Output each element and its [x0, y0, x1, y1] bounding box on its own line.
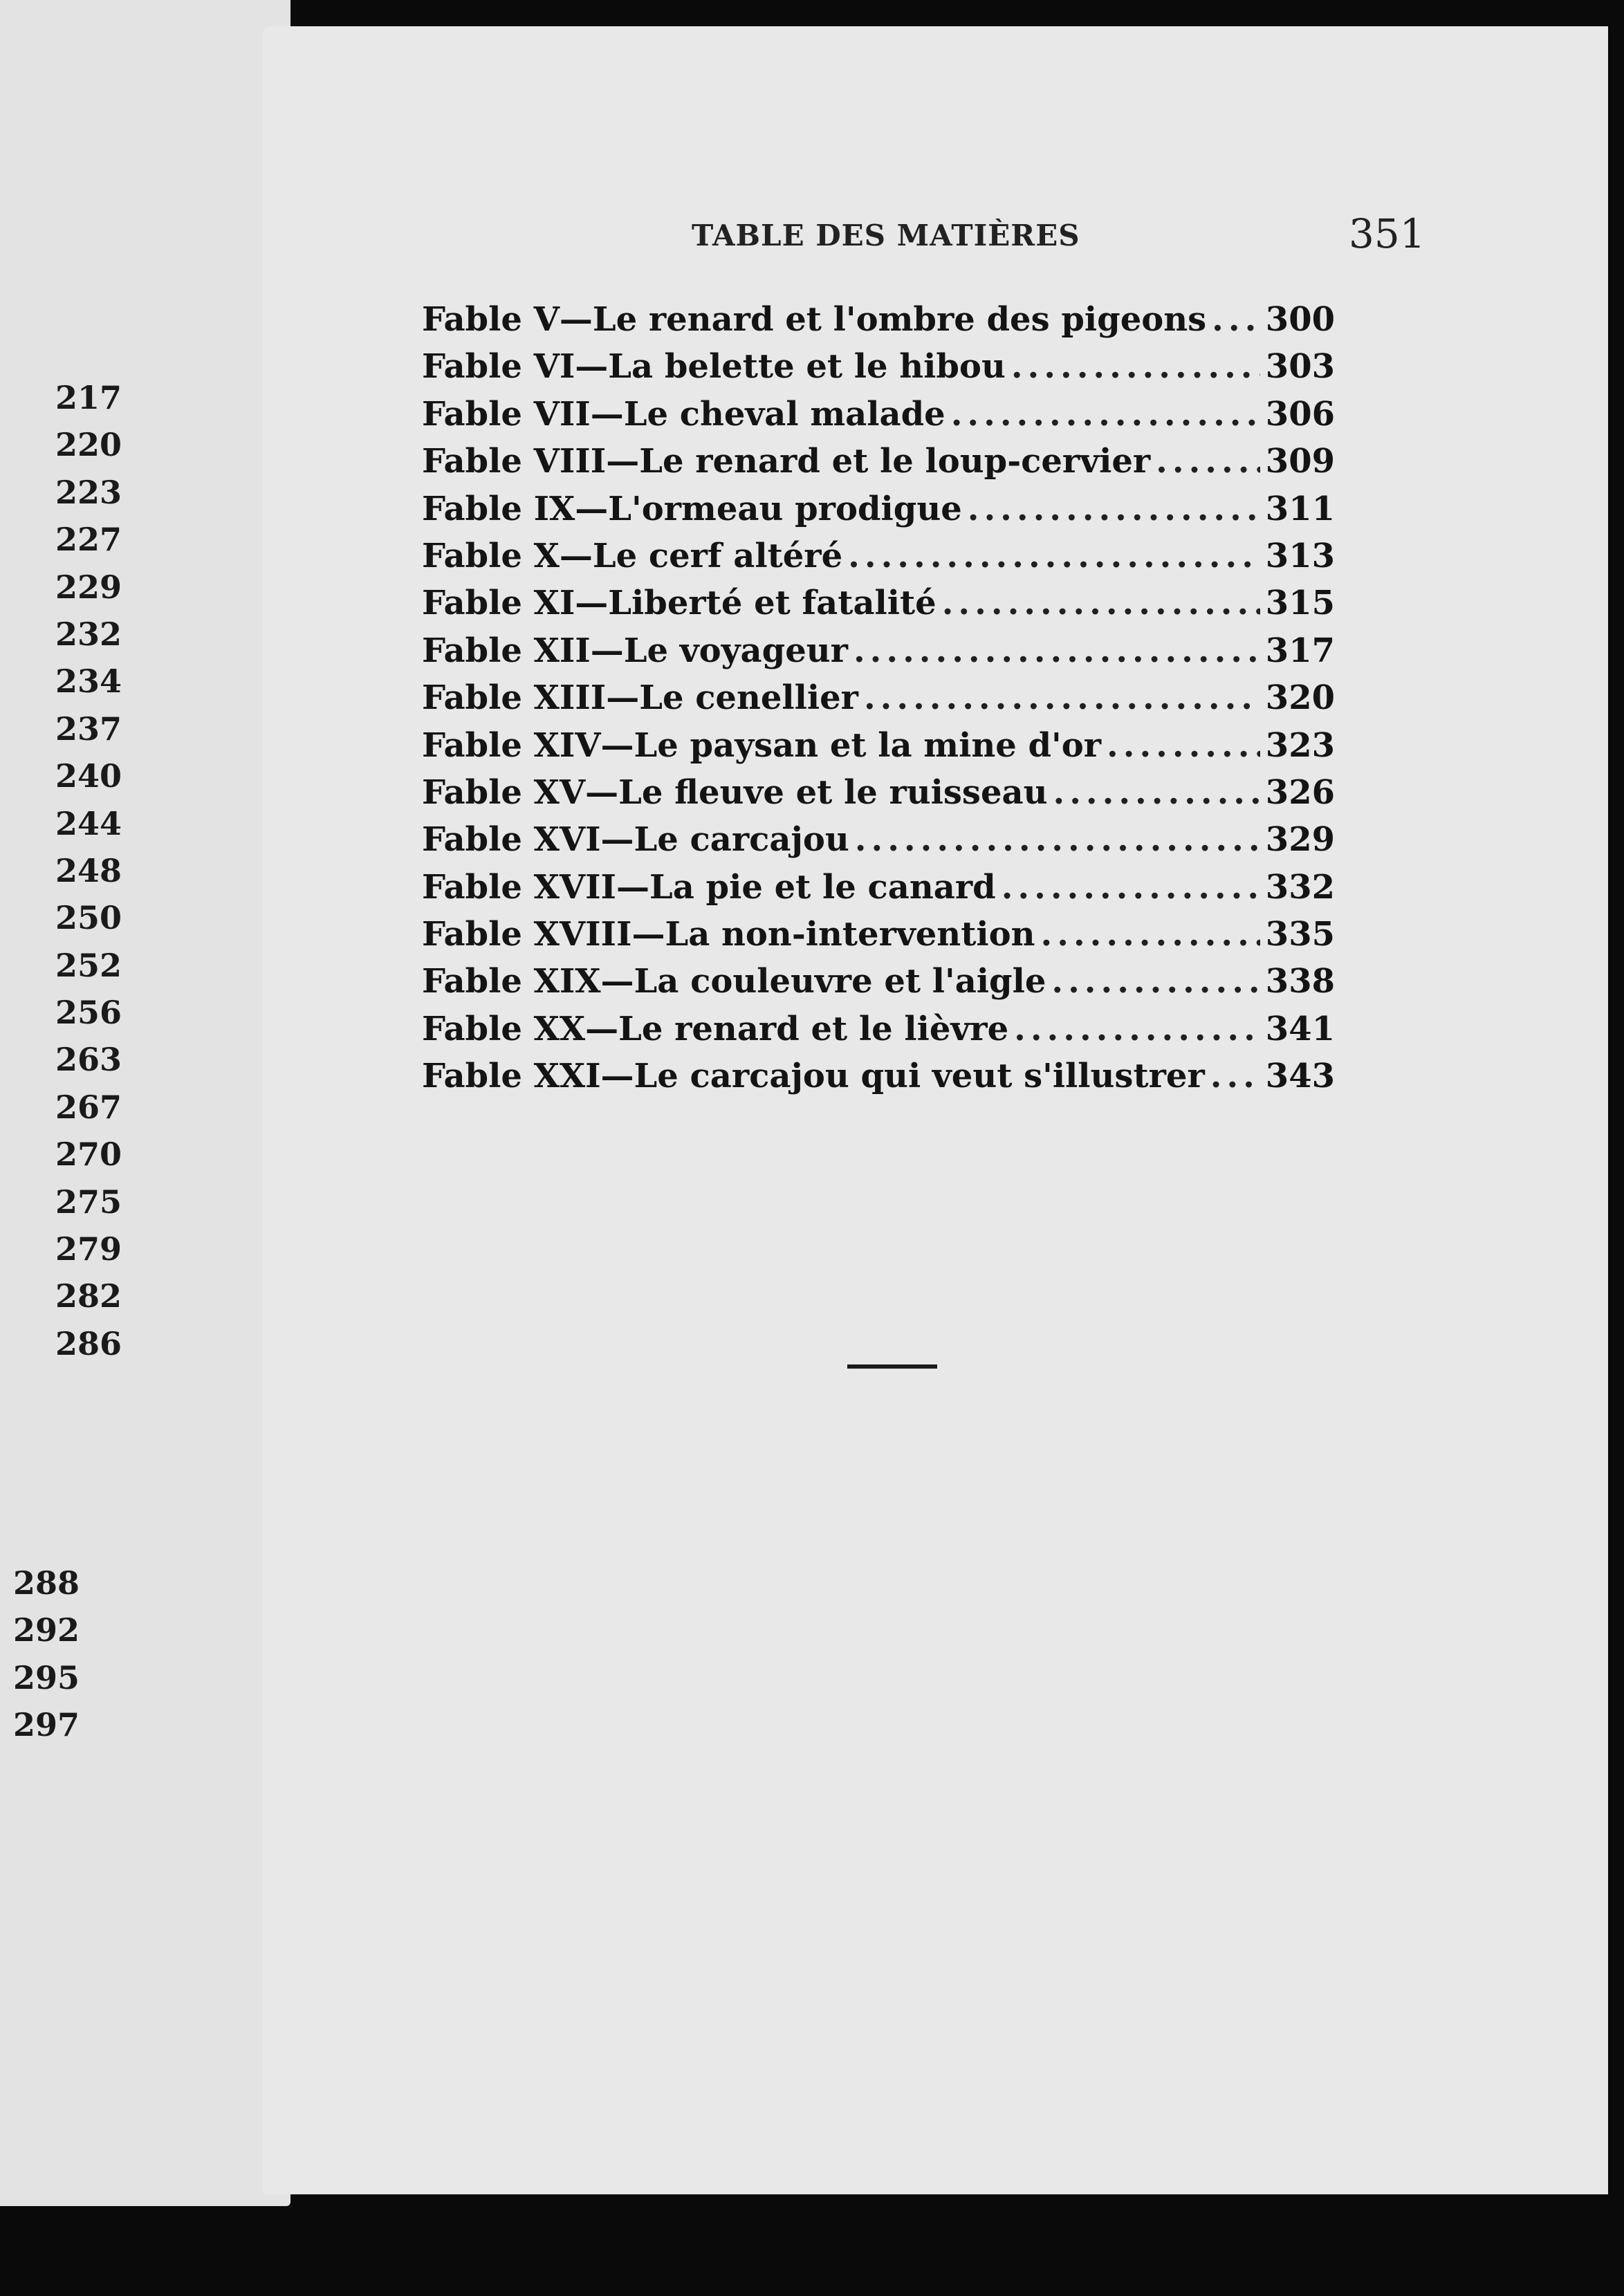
toc-entry-title: Fable XVII—La pie et le canard — [422, 867, 996, 907]
running-head: TABLE DES MATIÈRES — [692, 219, 1080, 252]
left-page-numbers-upper — [0, 374, 122, 1367]
toc-entry-page: 313 — [1265, 536, 1335, 575]
left-page-number: 232 — [55, 615, 122, 653]
left-page-numbers-lower — [0, 1559, 80, 1749]
toc-dot-leader — [864, 674, 1260, 721]
toc-entry — [422, 627, 1335, 674]
toc-entry-title: Fable XIX—La couleuvre et l'aigle — [422, 962, 1046, 1001]
left-page-number: 217 — [55, 379, 122, 416]
toc-entry-title: Fable XI—Liberté et fatalité — [422, 584, 936, 623]
toc-dot-leader — [1107, 722, 1260, 769]
toc-dot-leader — [951, 391, 1260, 438]
toc-entry — [422, 485, 1335, 533]
toc-entry-page: 323 — [1265, 725, 1335, 765]
toc-entry — [422, 722, 1335, 769]
left-page-number: 270 — [55, 1136, 122, 1174]
section-rule — [847, 1364, 937, 1369]
toc-entry-title: Fable V—Le renard et l'ombre des pigeons — [422, 300, 1207, 339]
toc-entry — [422, 816, 1335, 863]
toc-entry-title: Fable VI—La belette et le hibou — [422, 347, 1006, 387]
left-page-number: 279 — [55, 1230, 122, 1268]
toc-entry-page: 341 — [1265, 1009, 1335, 1048]
toc-entry-title: Fable XIV—Le paysan et la mine d'or — [422, 725, 1102, 765]
left-page-number: 292 — [12, 1611, 80, 1649]
toc-entry-page: 300 — [1265, 300, 1335, 339]
toc-entry-title: Fable VII—Le cheval malade — [422, 394, 945, 434]
toc-entry — [422, 391, 1335, 438]
toc-dot-leader — [853, 627, 1260, 674]
toc-entry — [422, 343, 1335, 390]
toc-entry-title: Fable X—Le cerf altéré — [422, 536, 843, 575]
toc-entry — [422, 1006, 1335, 1053]
toc-entry-title: Fable XIII—Le cenellier — [422, 678, 858, 718]
left-page-number: 297 — [12, 1706, 80, 1744]
left-page-number: 234 — [55, 663, 122, 701]
page-number: 351 — [1349, 210, 1425, 257]
left-page-number: 252 — [55, 946, 122, 984]
left-page — [0, 0, 290, 2206]
toc-dot-leader — [1051, 958, 1259, 1005]
left-page-number: 288 — [12, 1564, 80, 1602]
toc-dot-leader — [1011, 343, 1260, 390]
toc-entry — [422, 769, 1335, 816]
left-page-number: 256 — [55, 994, 122, 1032]
toc-entry — [422, 296, 1335, 343]
toc-dot-leader — [1212, 296, 1260, 343]
toc-entry-title: Fable XVI—Le carcajou — [422, 820, 849, 860]
toc-dot-leader — [1210, 1053, 1260, 1100]
left-page-number: 267 — [55, 1088, 122, 1126]
toc-entry-title: Fable XII—Le voyageur — [422, 631, 848, 670]
right-page — [263, 26, 1608, 2194]
toc-entry-page: 311 — [1265, 489, 1335, 528]
toc-entry-page: 335 — [1265, 915, 1335, 954]
left-page-number: 275 — [55, 1183, 122, 1221]
left-page-number: 220 — [55, 426, 122, 464]
left-page-number: 240 — [55, 757, 122, 795]
toc-dot-leader — [968, 485, 1260, 533]
toc-entry — [422, 958, 1335, 1005]
left-page-number: 286 — [55, 1324, 122, 1362]
toc-entry — [422, 674, 1335, 721]
toc-entry-page: 306 — [1265, 394, 1335, 434]
toc-entry-page: 309 — [1265, 442, 1335, 481]
toc-entry — [422, 1053, 1335, 1100]
toc-entry-title: Fable XVIII—La non-intervention — [422, 915, 1035, 954]
left-page-number: 295 — [12, 1658, 80, 1696]
toc-dot-leader — [1014, 1006, 1260, 1053]
toc-entry-title: Fable VIII—Le renard et le loup-cervier — [422, 442, 1151, 481]
left-page-number: 248 — [55, 851, 122, 889]
toc-entry-title: Fable XXI—Le carcajou qui veut s'illustrer — [422, 1057, 1205, 1096]
toc-entry — [422, 533, 1335, 580]
toc-entry-page: 332 — [1265, 867, 1335, 907]
toc-dot-leader — [1002, 864, 1260, 911]
left-page-number: 227 — [55, 521, 122, 559]
toc-dot-leader — [855, 816, 1260, 863]
toc-entry — [422, 438, 1335, 485]
toc-entry-title: Fable XV—Le fleuve et le ruisseau — [422, 772, 1048, 812]
toc-entry-title: Fable IX—L'ormeau prodigue — [422, 489, 962, 528]
left-page-number: 250 — [55, 899, 122, 937]
left-page-number: 237 — [55, 710, 122, 748]
toc-entry-page: 343 — [1265, 1057, 1335, 1096]
toc-entry-page: 329 — [1265, 820, 1335, 860]
toc-entry-page: 326 — [1265, 772, 1335, 812]
toc-entry-title: Fable XX—Le renard et le lièvre — [422, 1009, 1009, 1048]
toc-entry-page: 338 — [1265, 962, 1335, 1001]
toc-entry-page: 315 — [1265, 584, 1335, 623]
toc-entry-page: 317 — [1265, 631, 1335, 670]
left-page-number: 223 — [55, 473, 122, 511]
toc-entry-page: 303 — [1265, 347, 1335, 387]
toc-dot-leader — [1053, 769, 1259, 816]
toc-dot-leader — [848, 533, 1260, 580]
toc-entry — [422, 864, 1335, 911]
toc-entry — [422, 580, 1335, 627]
toc-entry — [422, 911, 1335, 958]
left-page-number: 244 — [55, 804, 122, 842]
toc-dot-leader — [1041, 911, 1260, 958]
toc-dot-leader — [942, 580, 1260, 627]
left-page-number: 263 — [55, 1041, 122, 1079]
table-of-contents — [422, 296, 1335, 1100]
left-page-number: 282 — [55, 1277, 122, 1315]
toc-entry-page: 320 — [1265, 678, 1335, 718]
toc-dot-leader — [1156, 438, 1260, 485]
left-page-number: 229 — [55, 568, 122, 606]
